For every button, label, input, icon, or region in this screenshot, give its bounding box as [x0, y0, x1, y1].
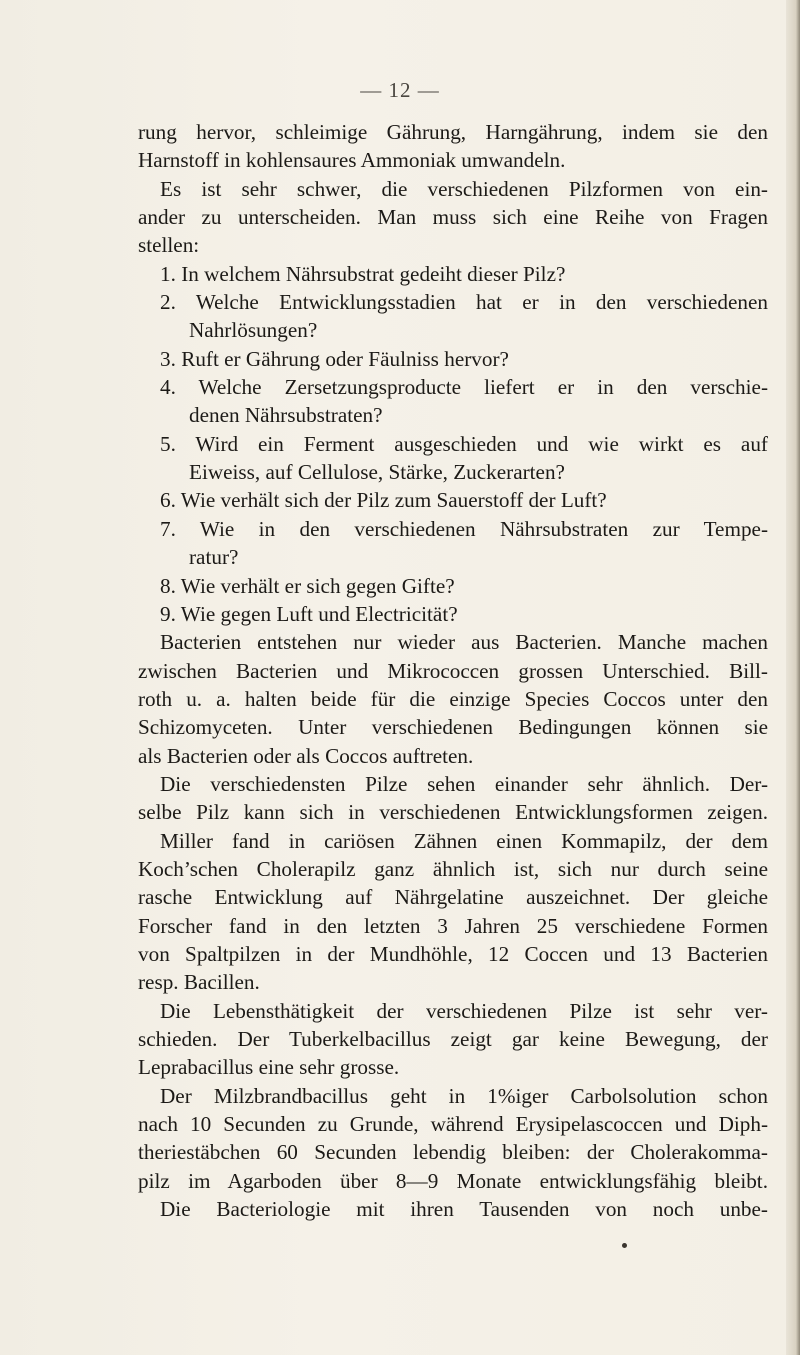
ink-speck — [622, 1243, 627, 1248]
text-line: schieden. Der Tuberkelbacillus zeigt gar keine Bewegung, der — [138, 1027, 768, 1051]
text-line: 1. In welchem Nährsubstrat gedeiht dieser Pilz? — [160, 261, 566, 286]
page-number: — 12 — — [360, 78, 440, 102]
text-line: roth u. a. halten beide für die einzige Species Coccos unter den — [138, 686, 768, 711]
text-line: 9. Wie gegen Luft und Electricität? — [160, 601, 458, 626]
text-line: Leprabacillus eine sehr grosse. — [138, 1055, 400, 1080]
text-line: von Spaltpilzen in der Mundhöhle, 12 Coccen und 13 Bacterien — [138, 941, 768, 966]
text-line: resp. Bacillen. — [138, 970, 260, 995]
text-line: 5. Wird ein Ferment ausgeschieden und wie wirkt es auf — [160, 431, 768, 456]
text-line: denen Nährsubstraten? — [189, 403, 383, 428]
text-line: 6. Wie verhält sich der Pilz zum Sauerstoff der Luft? — [160, 488, 607, 513]
text-line: Die verschiedensten Pilze sehen einander sehr ähnlich. Der- — [160, 771, 768, 796]
text-line: Bacterien entstehen nur wieder aus Bacterien. Manche machen — [160, 630, 768, 655]
text-line: selbe Pilz kann sich in verschiedenen Entwicklungsformen zeigen. — [138, 800, 768, 825]
text-line: Eiweiss, auf Cellulose, Stärke, Zuckerarten? — [189, 460, 565, 485]
text-line: Die Lebensthätigkeit der verschiedenen Pilze ist sehr ver- — [160, 998, 768, 1023]
page-edge — [786, 0, 800, 1355]
text-line: rasche Entwicklung auf Nährgelatine auszeichnet. Der gleiche — [138, 885, 768, 910]
text-line: ratur? — [189, 545, 239, 570]
text-line: Es ist sehr schwer, die verschiedenen Pilzformen von ein- — [160, 176, 768, 201]
text-line: theriestäbchen 60 Secunden lebendig bleiben: der Cholerakomma- — [138, 1140, 768, 1165]
text-line: Forscher fand in den letzten 3 Jahren 25 verschiedene Formen — [138, 913, 768, 938]
text-line: Harnstoff in kohlensaures Ammoniak umwandeln. — [138, 148, 566, 173]
text-line: Koch’schen Cholerapilz ganz ähnlich ist, sich nur durch seine — [138, 856, 768, 881]
text-line: Die Bacteriologie mit ihren Tausenden von noch unbe- — [160, 1197, 768, 1222]
text-line: 4. Welche Zersetzungsproducte liefert er in den verschie- — [160, 375, 768, 400]
text-line: zwischen Bacterien und Mikrococcen grossen Unterschied. Bill- — [138, 658, 768, 683]
text-line: Nahrlösungen? — [189, 318, 318, 343]
text-line: Der Milzbrandbacillus geht in 1%iger Carbolsolution schon — [160, 1083, 768, 1108]
body-text — [138, 118, 768, 1223]
text-line: Miller fand in cariösen Zähnen einen Kommapilz, der dem — [160, 828, 768, 853]
text-line: als Bacterien oder als Coccos auftreten. — [138, 743, 474, 768]
text-line: stellen: — [138, 233, 200, 258]
text-line: nach 10 Secunden zu Grunde, während Erysipelascoccen und Diph- — [138, 1112, 768, 1137]
text-line: pilz im Agarboden über 8—9 Monate entwicklungsfähig bleibt. — [138, 1168, 768, 1193]
text-line: 3. Ruft er Gährung oder Fäulniss hervor? — [160, 346, 509, 371]
text-line: Schizomyceten. Unter verschiedenen Bedingungen können sie — [138, 715, 768, 740]
text-line: rung hervor, schleimige Gährung, Harngährung, indem sie den — [138, 120, 768, 144]
text-line: ander zu unterscheiden. Man muss sich eine Reihe von Fragen — [138, 205, 768, 230]
text-line: 7. Wie in den verschiedenen Nährsubstraten zur Tempe- — [160, 516, 768, 541]
text-line: 8. Wie verhält er sich gegen Gifte? — [160, 573, 455, 598]
text-line: 2. Welche Entwicklungsstadien hat er in den verschiedenen — [160, 290, 768, 315]
